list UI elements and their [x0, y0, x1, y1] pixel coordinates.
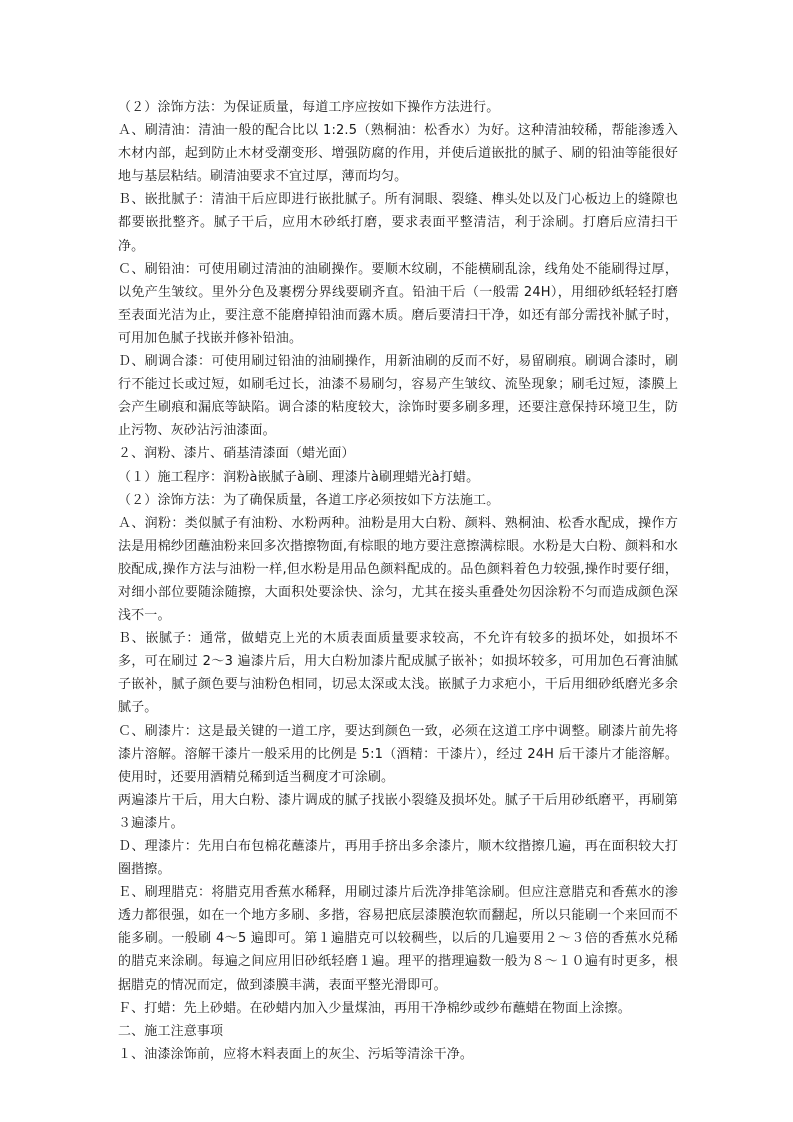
paragraph: Ｆ、打蜡：先上砂蜡。在砂蜡内加入少量煤油，再用干净棉纱或纱布蘸蜡在物面上涂擦。 [118, 1000, 631, 1016]
paragraph: Ｄ、刷调合漆：可使用刷过铅油的油刷操作，用新油刷的反而不好，易留刷痕。刷调合漆时，刷行不能过长或过短，如刷毛过长，油漆不易刷匀，容易产生皱纹、流坠现象；刷毛过短，漆膜上会产生刷痕和漏底等缺陷。调合漆的粘度较大，涂饰时要多刷多理，还要注意保持环境卫生，防止污物、灰砂沾污油漆面。 [118, 354, 678, 439]
paragraph: Ｃ、刷漆片：这是最关键的一道工序，要达到颜色一致，必须在这道工序中调整。刷漆片前先将漆片溶解。溶解干漆片一般采用的比例是 5:1（酒精：干漆片），经过 24H 后干漆片才能溶解。使用时，还要用酒精兑稀到适当稠度才可涂刷。 [118, 723, 678, 785]
paragraph: （２）涂饰方法：为保证质量，每道工序应按如下操作方法进行。 [118, 100, 500, 115]
paragraph: Ｅ、刷理腊克：将腊克用香蕉水稀释，用刷过漆片后洗净排笔涂刷。但应注意腊克和香蕉水的渗透力都很强，如在一个地方多刷、多揩，容易把底层漆膜泡软而翻起，所以只能刷一个来回而不能多刷。一般刷 4～5 遍即可。第１遍腊克可以较稠些，以后的几遍要用２～３倍的香蕉水兑稀的腊克来涂刷。每遍之间应用旧砂纸轻磨１遍。理平的揩理遍数一般为８～１０遍有时更多，根据腊克的情况而定，做到漆膜丰满，表面平整光滑即可。 [118, 885, 678, 993]
paragraph: Ａ、润粉：类似腻子有油粉、水粉两种。油粉是用大白粉、颜料、熟桐油、松香水配成，操作方法是用棉纱团蘸油粉来回多次揩擦物面,有棕眼的地方要注意擦满棕眼。水粉是大白粉、颜料和水胶配成,操作方法与油粉一样,但水粉是用品色颜料配成的。品色颜料着色力较强,操作时要仔细，对细小部位要随涂随擦，大面积处要涂快、涂匀，尤其在接头重叠处勿因涂粉不匀而造成颜色深浅不一。 [118, 515, 678, 624]
section-heading: ２、润粉、漆片、硝基清漆面（蜡光面） [118, 446, 355, 462]
document-body [118, 96, 678, 1066]
paragraph: Ｄ、理漆片：先用白布包棉花蘸漆片，再用手挤出多余漆片，顺木纹揩擦几遍，再在面积较大打圈揩擦。 [118, 839, 678, 878]
paragraph: （２）涂饰方法：为了确保质量，各道工序必须按如下方法施工。 [118, 492, 500, 508]
paragraph: １、油漆涂饰前，应将木料表面上的灰尘、污垢等清涂干净。 [118, 1046, 474, 1062]
paragraph: Ａ、刷清油：清油一般的配合比以 1:2.5（熟桐油：松香水）为好。这种清油较稀，帮能渗透入木材内部，起到防止木材受潮变形、增强防腐的作用，并使后道嵌批的腻子、刷的铅油等能很好地与基层粘结。刷清油要求不宜过厚，薄而均匀。 [118, 123, 678, 185]
paragraph: 两遍漆片干后，用大白粉、漆片调成的腻子找嵌小裂缝及损坏处。腻子干后用砂纸磨平，再刷第３遍漆片。 [118, 792, 678, 831]
paragraph: Ｂ、嵌批腻子：清油干后应即进行嵌批腻子。所有洞眼、裂缝、榫头处以及门心板边上的缝隙也都要嵌批整齐。腻子干后，应用木砂纸打磨，要求表面平整清洁，利于涂刷。打磨后应清扫干净。 [118, 192, 678, 254]
paragraph: Ｃ、刷铅油：可使用刷过清油的油刷操作。要顺木纹刷，不能横刷乱涂，线角处不能刷得过厚，以免产生皱纹。里外分色及裹楞分界线要刷齐直。铅油干后（一般需 24H），用细砂纸轻轻打磨至表面光洁为止，要注意不能磨掉铅油而露木质。磨后要清扫干净，如还有部分需找补腻子时，可用加色腻子找嵌并修补铅油。 [118, 261, 678, 346]
section-heading: 二、施工注意事项 [118, 1023, 224, 1039]
paragraph: Ｂ、嵌腻子：通常，做蜡克上光的木质表面质量要求较高，不允许有较多的损坏处，如损坏不多，可在刷过 2～3 遍漆片后，用大白粉加漆片配成腻子嵌补；如损坏较多，可用加色石膏油腻子嵌补，腻子颜色要与油粉色相同，切忌太深或太浅。嵌腻子力求疤小，干后用细砂纸磨光多余腻子。 [118, 631, 678, 716]
paragraph: （１）施工程序：润粉à嵌腻子à刷、理漆片à刷理蜡光à打蜡。 [118, 469, 480, 485]
